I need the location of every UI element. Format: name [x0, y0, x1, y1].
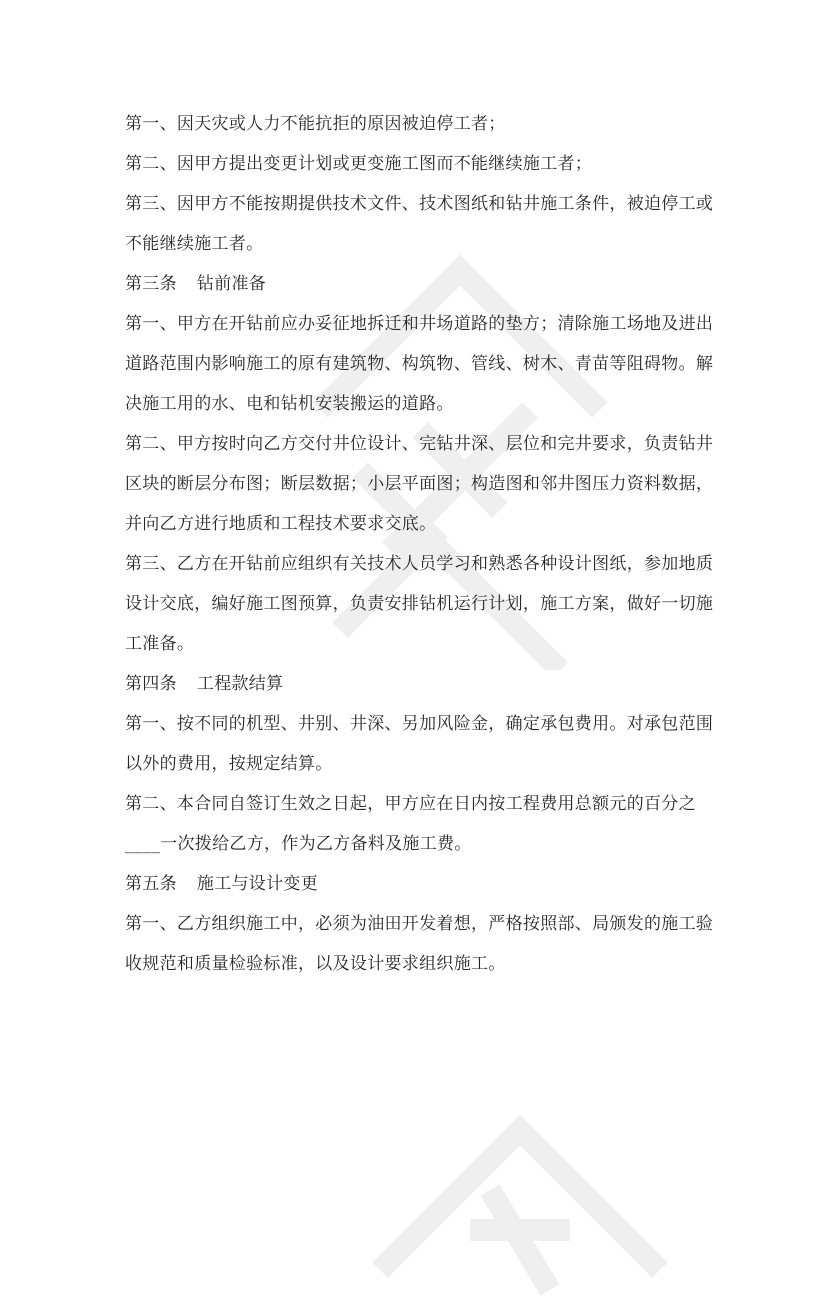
paragraph-line: 道路范围内影响施工的原有建筑物、构筑物、管线、树木、青苗等阻碍物。解: [125, 354, 714, 374]
paragraph-line: 第三、因甲方不能按期提供技术文件、技术图纸和钻井施工条件，被迫停工或: [125, 194, 714, 214]
paragraph-line: 工准备。: [125, 634, 195, 654]
paragraph-line: 第三、乙方在开钻前应组织有关技术人员学习和熟悉各种设计图纸，参加地质: [125, 554, 714, 574]
paragraph-line: 并向乙方进行地质和工程技术要求交底。: [125, 514, 437, 534]
paragraph-line: 第一、按不同的机型、井别、井深、另加风险金，确定承包费用。对承包范围: [125, 714, 714, 734]
paragraph-line: 决施工用的水、电和钻机安装搬运的道路。: [125, 394, 454, 414]
section-title: 工程款结算: [196, 674, 284, 694]
section-heading-5: [125, 864, 708, 904]
section-heading-3: [125, 264, 708, 304]
document-body: [125, 104, 714, 984]
paragraph-line: 第二、因甲方提出变更计划或更变施工图而不能继续施工者；: [125, 154, 593, 174]
paragraph-line: 第二、本合同自签订生效之日起，甲方应在日内按工程费用总额元的百分之: [125, 794, 696, 814]
paragraph-line: 不能继续施工者。: [125, 234, 264, 254]
paragraph-line: 第一、因天灾或人力不能抗拒的原因被迫停工者；: [125, 114, 506, 134]
paragraph-line: 第一、甲方在开钻前应办妥征地拆迁和井场道路的垫方；清除施工场地及进出: [125, 314, 714, 334]
paragraph-line-blank-field: ____一次拨给乙方，作为乙方备料及施工费。: [125, 834, 472, 854]
paragraph-line: 设计交底，编好施工图预算，负责安排钻机运行计划，施工方案，做好一切施: [125, 594, 714, 614]
section-number: 第四条: [125, 674, 177, 694]
section-title: 施工与设计变更: [196, 874, 319, 894]
section-number: 第三条: [125, 274, 177, 294]
section-number: 第五条: [125, 874, 177, 894]
section-heading-4: [125, 664, 708, 704]
section-title: 钻前准备: [196, 274, 267, 294]
paragraph-line: 第二、甲方按时向乙方交付井位设计、完钻井深、层位和完井要求，负责钻井: [125, 434, 714, 454]
paragraph-line: 区块的断层分布图；断层数据；小层平面图；构造图和邻井图压力资料数据，: [125, 474, 714, 494]
paragraph-line: 收规范和质量检验标准，以及设计要求组织施工。: [125, 954, 506, 974]
watermark-logo-icon-bottom: [360, 1110, 680, 1310]
paragraph-line: 第一、乙方组织施工中，必须为油田开发着想，严格按照部、局颁发的施工验: [125, 914, 714, 934]
paragraph-line: 以外的费用，按规定结算。: [125, 754, 333, 774]
